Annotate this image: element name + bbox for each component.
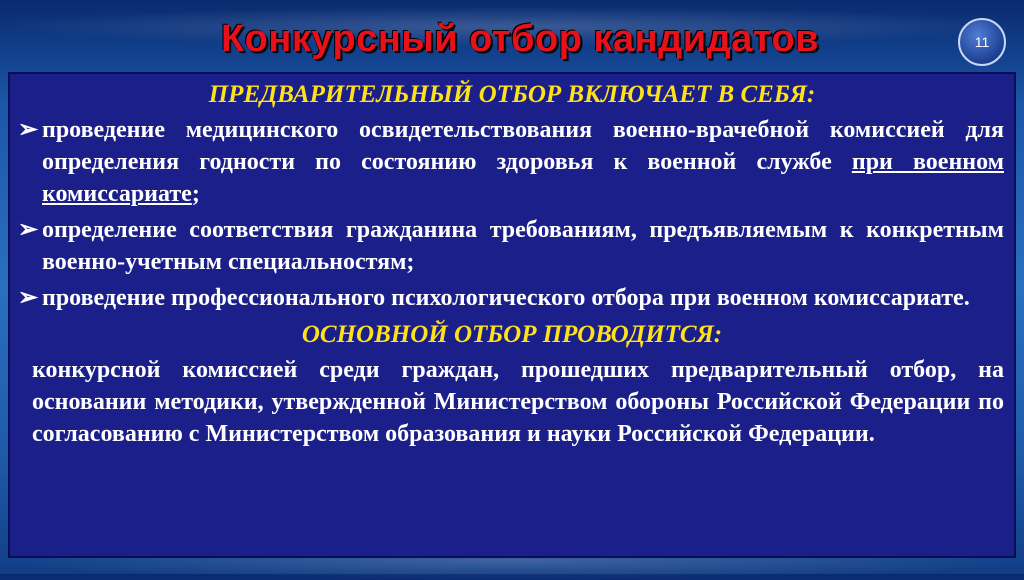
preliminary-selection-heading: ПРЕДВАРИТЕЛЬНЫЙ ОТБОР ВКЛЮЧАЕТ В СЕБЯ: [208,81,816,108]
arrow-bullet-icon: ➢ [18,285,39,311]
main-selection-heading: ОСНОВНОЙ ОТБОР ПРОВОДИТСЯ: [301,321,723,348]
main-selection-text: конкурсной комиссией среди граждан, прошедших предварительный отбор, на основании методики, утвержденной Министерством обороны Российской Федерации по согласованию с Министерством образования и науки Российской Федерации. [32,357,1004,447]
slide-title: Конкурсный отбор кандидатов [220,18,820,60]
list-item-text-end: ; [191,181,200,207]
arrow-bullet-icon: ➢ [18,117,39,143]
list-item [10,214,1014,278]
list-item-text: проведение профессионального психологического отбора при военном комиссариате. [42,285,970,311]
content-panel [8,72,1016,558]
list-item-text: проведение медицинского освидетельствования военно-врачебной комиссией для определения годности по состоянию здоровья к военной службе [42,117,1004,175]
page-number-badge: 11 [958,18,1006,66]
underlined-text: при военном комиссариате [42,149,1004,207]
list-item-text: определение соответствия гражданина требованиям, предъявляемым к конкретным военно-учетным специальностям; [42,217,1004,275]
arrow-bullet-icon: ➢ [18,217,39,243]
list-item [10,114,1014,210]
list-item [10,282,1014,314]
